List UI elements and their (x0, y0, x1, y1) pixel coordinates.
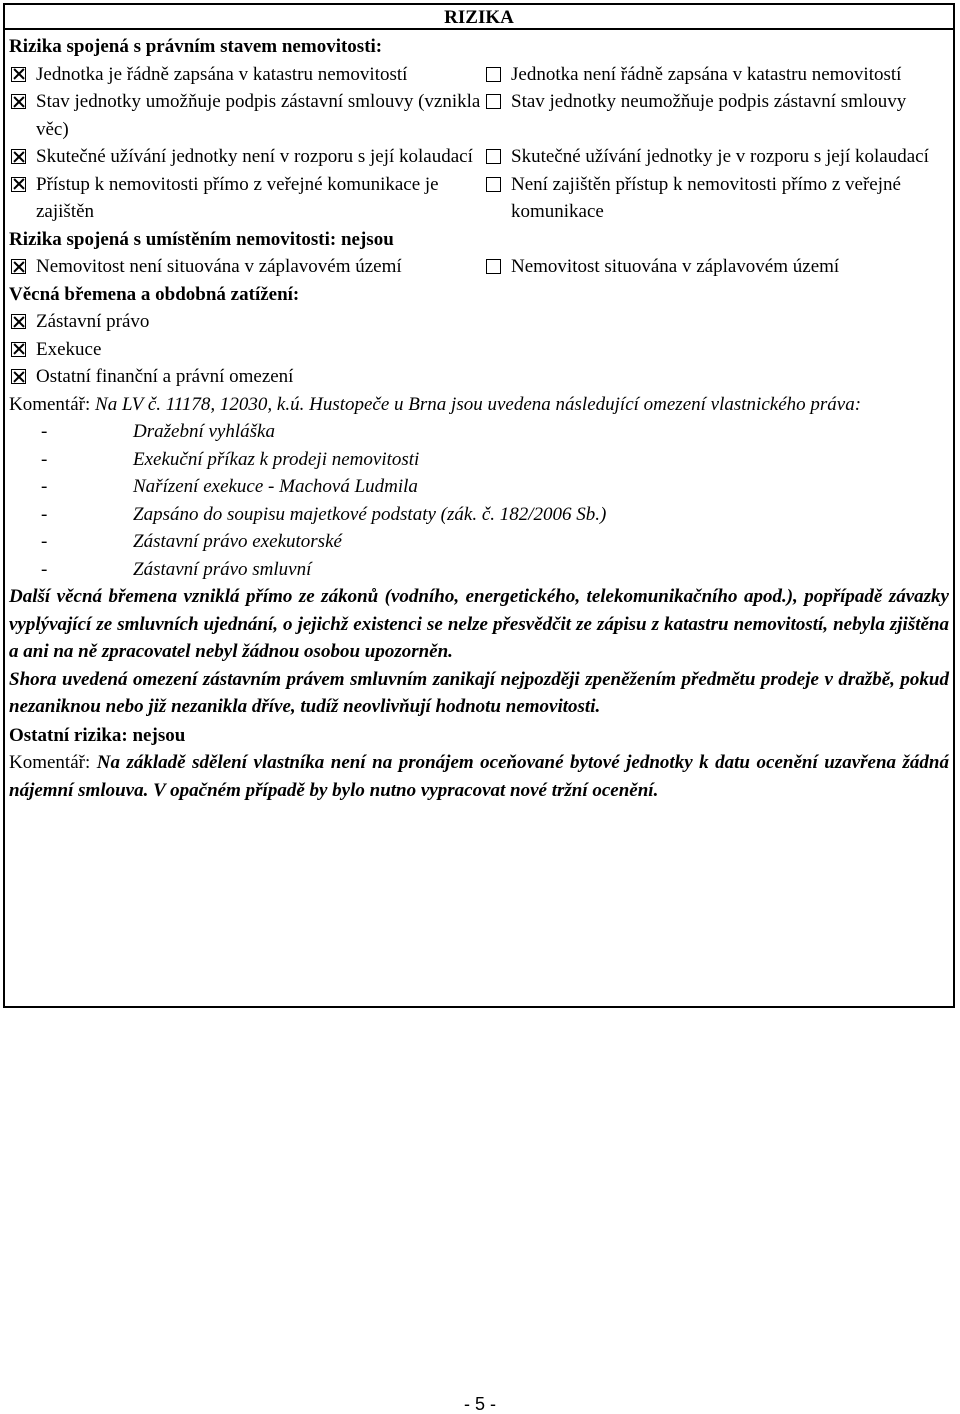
legal-option-left (9, 88, 484, 143)
legal-option-right-label: Jednotka není řádně zapsána v katastru nemovitostí (511, 63, 902, 85)
location-risks-heading: Rizika spojená s umístěním nemovitosti: nejsou (9, 228, 394, 250)
other-risks-heading: Ostatní rizika: nejsou (9, 724, 186, 746)
checkbox-checked-icon (11, 177, 26, 192)
location-row (9, 253, 949, 281)
checkbox-empty-icon (486, 67, 501, 82)
checkbox-empty-icon (486, 94, 501, 109)
restriction-item (9, 473, 949, 501)
burden-item (9, 363, 949, 391)
location-option-left (9, 253, 484, 281)
restriction-item (9, 418, 949, 446)
legal-option-left (9, 171, 484, 226)
dash-bullet: - (41, 448, 48, 470)
restriction-item-text: Zástavní právo smluvní (133, 558, 312, 580)
burdens-heading: Věcná břemena a obdobná zatížení: (9, 283, 300, 305)
other-comment-text: Na základě sdělení vlastníka není na pronájem oceňované bytové jednotky k datu ocenění uzavřena žádná nájemní smlouva. V opačném případě by bylo nutno vypracovat nové tržní ocenění. (9, 752, 949, 801)
burdens-checklist (9, 308, 949, 391)
risks-box (3, 29, 955, 1008)
location-option-left-label: Nemovitost není situována v záplavovém území (36, 256, 402, 277)
restriction-item (9, 501, 949, 529)
restriction-item-text: Exekuční příkaz k prodeji nemovitosti (133, 448, 420, 470)
checkbox-checked-icon (11, 342, 26, 357)
dash-bullet: - (41, 503, 48, 525)
legal-option-left-label: Jednotka je řádně zapsána v katastru nemovitostí (36, 63, 408, 85)
checkbox-checked-icon (11, 67, 26, 82)
restriction-item (9, 528, 949, 556)
legal-option-left (9, 61, 484, 89)
burdens-paragraph-2: Shora uvedená omezení zástavním právem smluvním zanikají nejpozději zpeněžením předmětu prodeje v dražbě, pokud nezaniknou nebo již nezanikla dříve, tudíž neovlivňují hodnotu nemovitosti. (9, 668, 949, 717)
legal-option-left-label: Přístup k nemovitosti přímo z veřejné komunikace je zajištěn (36, 173, 439, 222)
legal-option-left (9, 143, 484, 171)
dash-bullet: - (41, 476, 48, 497)
burden-item-label: Ostatní finanční a právní omezení (36, 366, 294, 387)
checkbox-empty-icon (486, 149, 501, 164)
legal-option-right (484, 61, 949, 89)
legal-option-right (484, 171, 949, 226)
page-number: - 5 - (463, 1394, 496, 1414)
section-title: RIZIKA (3, 3, 955, 30)
burden-item-label: Zástavní právo (36, 311, 150, 332)
burden-item-label: Exekuce (36, 338, 102, 360)
dash-bullet: - (41, 558, 48, 580)
restriction-item-text: Zapsáno do soupisu majetkové podstaty (zák. č. 182/2006 Sb.) (133, 503, 607, 525)
restrictions-list (9, 418, 949, 583)
legal-option-right (484, 88, 949, 116)
dash-bullet: - (41, 421, 48, 442)
checkbox-empty-icon (486, 259, 501, 274)
checkbox-checked-icon (11, 314, 26, 329)
burdens-comment-label: Komentář: (9, 393, 91, 415)
checkbox-checked-icon (11, 259, 26, 274)
checkbox-checked-icon (11, 369, 26, 384)
burdens-comment-restrictions: Hustopeče u Brna jsou uvedena následující omezení vlastnického práva: (309, 393, 862, 415)
legal-option-left-label: Skutečné užívání jednotky není v rozporu s její kolaudací (36, 146, 473, 167)
burdens-comment (9, 391, 949, 419)
restriction-item (9, 446, 949, 474)
location-option-right (484, 253, 949, 281)
legal-option-right-label: Stav jednotky neumožňuje podpis zástavní smlouvy (511, 91, 907, 112)
burdens-comment-lv: Na LV č. 11178, 12030, k.ú. (95, 393, 305, 415)
legal-risk-row (9, 171, 949, 226)
legal-option-right-label: Skutečné užívání jednotky je v rozporu s její kolaudací (511, 146, 929, 167)
checkbox-empty-icon (486, 177, 501, 192)
restriction-item-text: Zástavní právo exekutorské (133, 531, 342, 552)
dash-bullet: - (41, 531, 48, 552)
legal-risk-row (9, 143, 949, 171)
other-risks-comment (9, 749, 949, 804)
burdens-paragraph-1: Další věcná břemena vzniklá přímo ze zákonů (vodního, energetického, telekomunikačního apod.), popřípadě závazky vyplývající ze smluvních ujednání, o jejichž existenci se nelze přesvědčit ze zápisu z katastru nemovitostí, nebyla zjištěna a ani na ně zpracovatel nebyl žádnou osobou upozorněn. (9, 586, 949, 662)
checkbox-checked-icon (11, 94, 26, 109)
checkbox-checked-icon (11, 149, 26, 164)
restriction-item (9, 556, 949, 584)
legal-risks-heading: Rizika spojená s právním stavem nemovitosti: (9, 36, 383, 57)
burden-item (9, 308, 949, 336)
burden-item (9, 336, 949, 364)
legal-risk-row (9, 61, 949, 89)
restriction-item-text: Dražební vyhláška (133, 421, 275, 442)
legal-risk-row (9, 88, 949, 143)
legal-option-right (484, 143, 949, 171)
legal-option-right-label: Není zajištěn přístup k nemovitosti přímo z veřejné komunikace (511, 173, 901, 222)
other-comment-label: Komentář: (9, 752, 91, 773)
legal-option-left-label: Stav jednotky umožňuje podpis zástavní smlouvy (vznikla věc) (36, 91, 481, 140)
legal-risks-list (9, 61, 949, 226)
restriction-item-text: Nařízení exekuce - Machová Ludmila (133, 476, 418, 497)
location-option-right-label: Nemovitost situována v záplavovém území (511, 256, 840, 277)
